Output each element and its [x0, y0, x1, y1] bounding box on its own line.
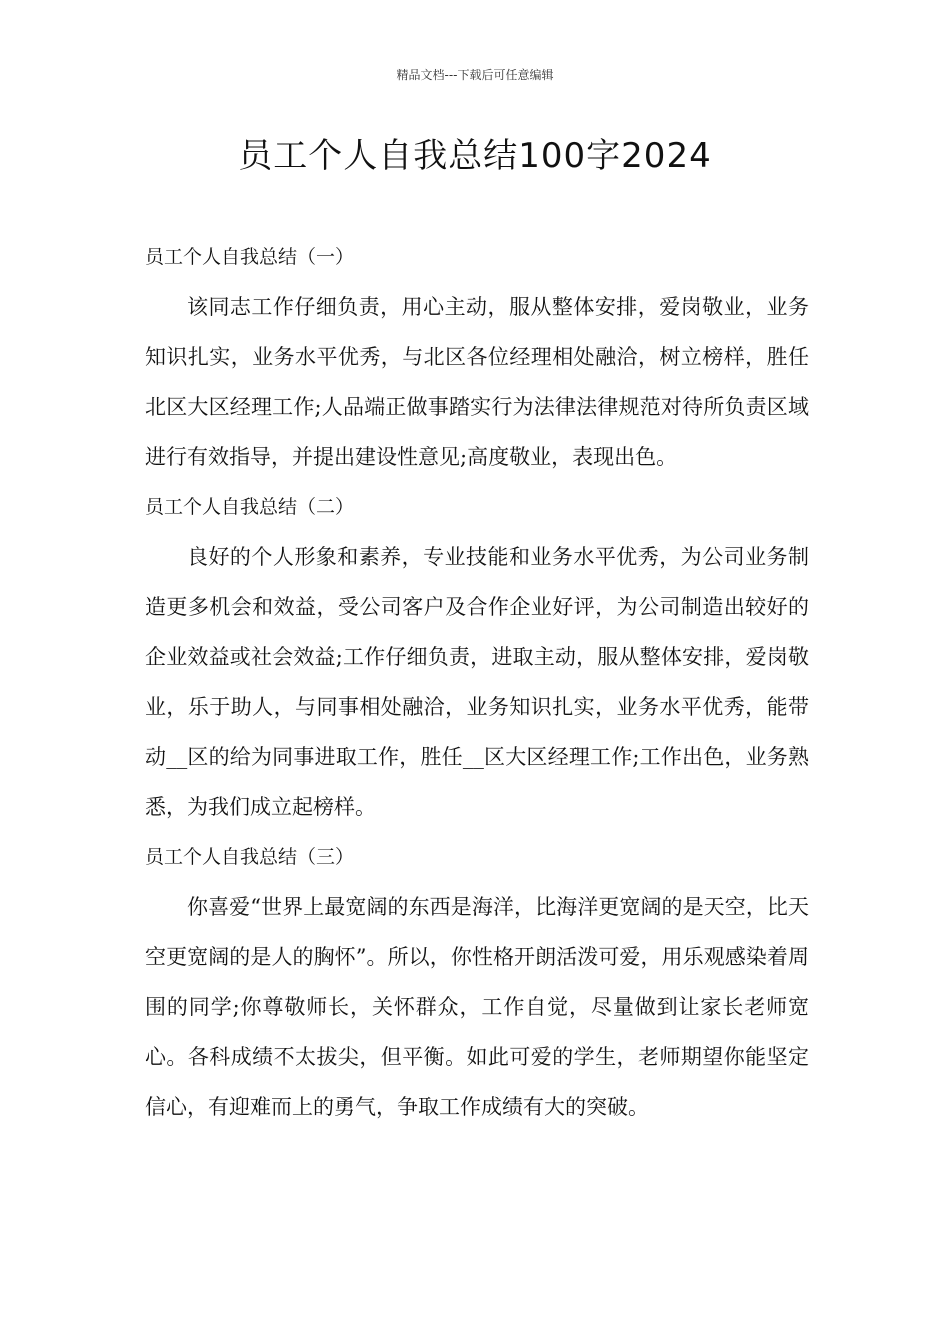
document-title: 员工个人自我总结100字2024 [238, 136, 712, 176]
section-paragraph: 你喜爱“世界上最宽阔的东西是海洋，比海洋更宽阔的是天空，比天空更宽阔的是人的胸怀”。所以，你性格开朗活泼可爱，用乐观感染着周围的同学;你尊敬师长，关怀群众，工作自觉，尽量做到让家长老师宽心。各科成绩不太拔尖，但平衡。如此可爱的学生，老师期望你能坚定信心，有迎难而上的勇气，争取工作成绩有大的突破。 [145, 895, 809, 1119]
section-heading: 员工个人自我总结（二） [145, 496, 355, 518]
document-body [145, 232, 809, 1132]
section-1 [145, 232, 809, 482]
section-3 [145, 832, 809, 1132]
header-note: 精品文档---下载后可任意编辑 [396, 68, 554, 82]
section-heading: 员工个人自我总结（三） [145, 846, 355, 868]
section-paragraph: 该同志工作仔细负责，用心主动，服从整体安排，爱岗敬业，业务知识扎实，业务水平优秀，与北区各位经理相处融洽，树立榜样，胜任北区大区经理工作;人品端正做事踏实行为法律法律规范对待所负责区域进行有效指导，并提出建设性意见;高度敬业，表现出色。 [145, 295, 809, 469]
section-heading: 员工个人自我总结（一） [145, 246, 355, 268]
section-2 [145, 482, 809, 832]
section-paragraph: 良好的个人形象和素养，专业技能和业务水平优秀，为公司业务制造更多机会和效益，受公司客户及合作企业好评，为公司制造出较好的企业效益或社会效益;工作仔细负责，进取主动，服从整体安排，爱岗敬业，乐于助人，与同事相处融洽，业务知识扎实，业务水平优秀，能带动__区的给为同事进取工作，胜任__区大区经理工作;工作出色，业务熟悉，为我们成立起榜样。 [145, 545, 809, 819]
